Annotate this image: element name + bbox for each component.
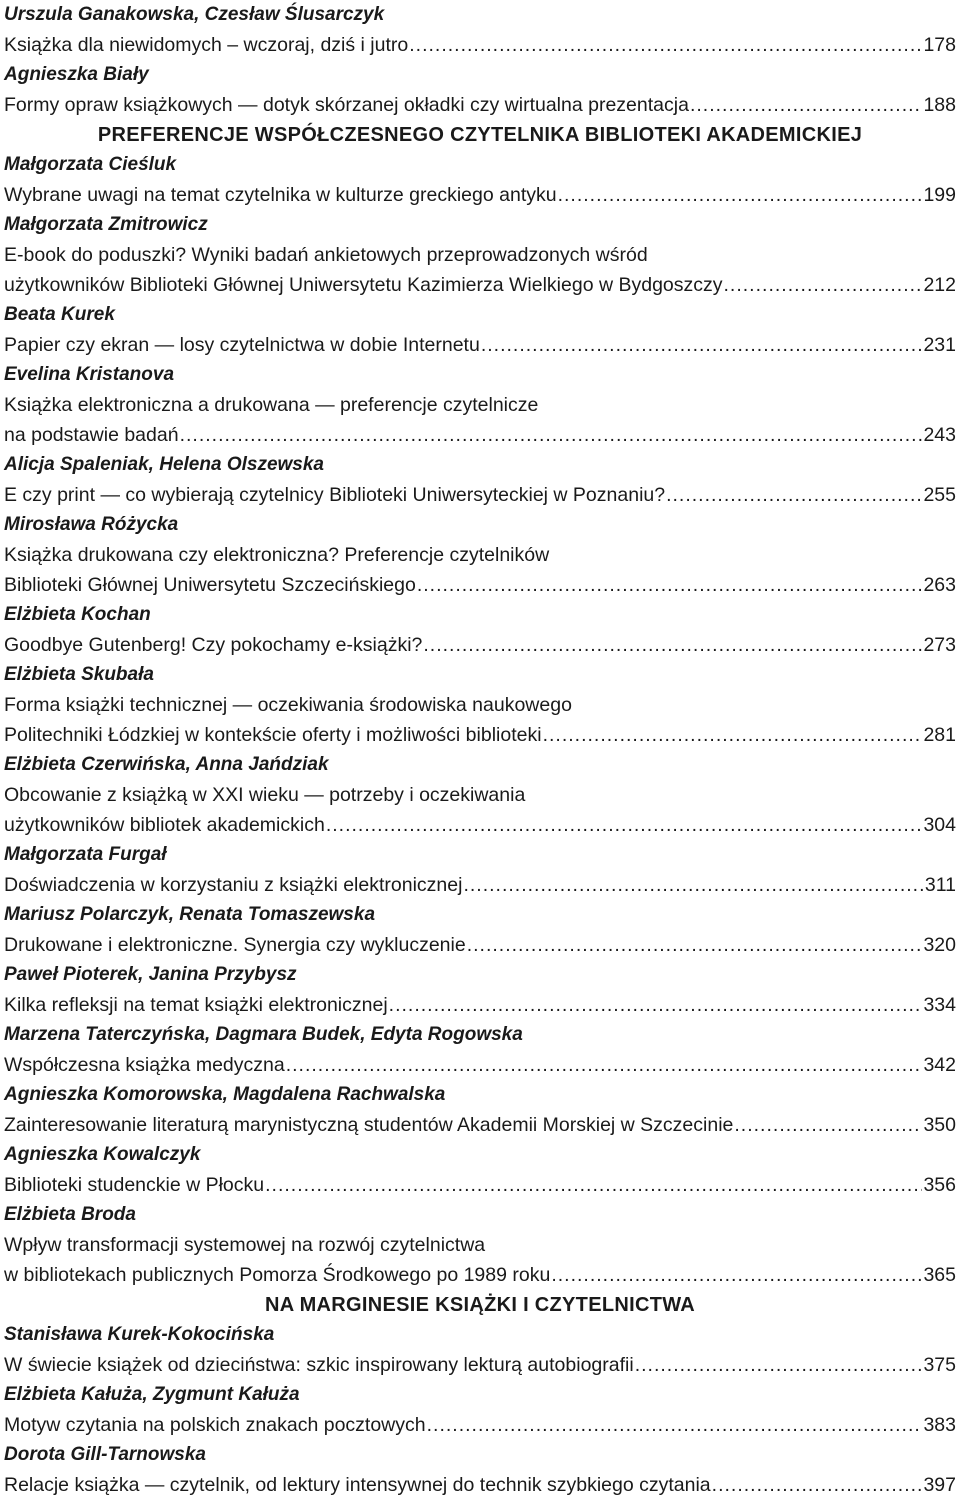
toc-entry [4,210,956,300]
entry-title-line: E czy print — co wybierają czytelnicy Biblioteki Uniwersyteckiej w Poznaniu? [4,484,666,506]
dot-leader [467,930,923,960]
toc-entry [4,1200,956,1290]
entry-authors: Mariusz Polarczyk, Renata Tomaszewska [4,904,376,925]
dot-leader [423,630,922,660]
toc-entry [4,1080,956,1140]
page-number: 281 [923,724,956,746]
entry-authors: Elżbieta Kochan [4,604,151,625]
dot-leader [326,810,923,840]
page-number: 342 [923,1054,956,1076]
toc-entry [4,150,956,210]
page-number: 365 [923,1264,956,1286]
page-number: 243 [923,424,956,446]
page-number: 255 [923,484,956,506]
entry-title-line: Papier czy ekran — losy czytelnictwa w dobie Internetu [4,334,480,356]
entry-authors: Dorota Gill-Tarnowska [4,1444,206,1465]
dot-leader [712,1470,923,1500]
dot-leader [734,1110,922,1140]
page-number: 304 [923,814,956,836]
page-number: 320 [923,934,956,956]
dot-leader [180,420,923,450]
page-number: 212 [923,274,956,296]
entry-title-row [4,1170,956,1200]
entry-title-row [4,90,956,120]
entry-title-line: Książka drukowana czy elektroniczna? Preferencje czytelników [4,544,550,566]
entry-title-line: Relacje książka — czytelnik, od lektury intensywnej do technik szybkiego czytania [4,1474,711,1496]
entry-title-line: Biblioteki Głównej Uniwersytetu Szczecińskiego [4,574,416,596]
dot-leader [543,720,923,750]
entry-authors: Beata Kurek [4,304,115,325]
page-number: 334 [923,994,956,1016]
dot-leader [417,570,923,600]
toc-entry [4,750,956,840]
entry-title-row [4,870,956,900]
dot-leader [409,30,922,60]
entry-authors: Małgorzata Zmitrowicz [4,214,208,235]
toc-entry [4,1320,956,1380]
toc-entry [4,450,956,510]
entry-title-row [4,570,956,600]
entry-title-line: na podstawie badań [4,424,179,446]
entry-authors: Paweł Pioterek, Janina Przybysz [4,964,297,985]
dot-leader [635,1350,923,1380]
toc-entry [4,510,956,600]
dot-leader [724,270,923,300]
toc-entry [4,900,956,960]
page-number: 231 [923,334,956,356]
entry-title-line: E-book do poduszki? Wyniki badań ankietowych przeprowadzonych wśród [4,244,648,266]
entry-authors: Agnieszka Komorowska, Magdalena Rachwalska [4,1084,446,1105]
entry-title-row [4,1050,956,1080]
entry-title-line: Wybrane uwagi na temat czytelnika w kulturze greckiego antyku [4,184,557,206]
toc-entry [4,1140,956,1200]
entry-title-line: Doświadczenia w korzystaniu z książki elektronicznej [4,874,463,896]
section-heading: NA MARGINESIE KSIĄŻKI I CZYTELNICTWA [264,1294,696,1316]
toc-entry [4,1380,956,1440]
page-number: 375 [923,1354,956,1376]
page-number: 311 [924,874,956,896]
entry-authors: Elżbieta Kałuża, Zygmunt Kałuża [4,1384,300,1405]
entry-title-row [4,720,956,750]
entry-title-row [4,270,956,300]
dot-leader [481,330,923,360]
entry-title-line: Drukowane i elektroniczne. Synergia czy wykluczenie [4,934,466,956]
entry-title-row [4,330,956,360]
entry-title-row [4,990,956,1020]
entry-title-line: Politechniki Łódzkiej w kontekście oferty i możliwości biblioteki [4,724,542,746]
entry-title-row [4,930,956,960]
entry-title-row [4,180,956,210]
toc-entry [4,360,956,450]
entry-title-row [4,480,956,510]
entry-title-line: Forma książki technicznej — oczekiwania środowiska naukowego [4,694,572,716]
entry-authors: Stanisława Kurek-Kokocińska [4,1324,275,1345]
entry-title-line: Goodbye Gutenberg! Czy pokochamy e-książki? [4,634,423,656]
dot-leader [690,90,923,120]
entry-title-line: użytkowników bibliotek akademickich [4,814,325,836]
page-number: 397 [923,1474,956,1496]
dot-leader [265,1170,922,1200]
entry-title-line: Motyw czytania na polskich znakach pocztowych [4,1414,426,1436]
entry-authors: Agnieszka Kowalczyk [4,1144,201,1165]
dot-leader [666,480,922,510]
entry-title-row [4,1110,956,1140]
entry-authors: Elżbieta Skubała [4,664,154,685]
entry-title-line: Książka dla niewidomych – wczoraj, dziś i jutro [4,34,409,56]
page-number: 350 [923,1114,956,1136]
entry-title-row [4,1410,956,1440]
page-number: 188 [923,94,956,116]
entry-title-line: Biblioteki studenckie w Płocku [4,1174,265,1196]
entry-title-line: Kilka refleksji na temat książki elektronicznej [4,994,388,1016]
toc-entry [4,0,956,60]
entry-authors: Urszula Ganakowska, Czesław Ślusarczyk [4,4,385,25]
entry-title-row [4,630,956,660]
entry-authors: Mirosława Różycka [4,514,179,535]
entry-authors: Małgorzata Furgał [4,844,167,865]
toc-entry [4,60,956,120]
dot-leader [389,990,923,1020]
toc-entry [4,660,956,750]
toc-entry [4,600,956,660]
entry-title-line: w bibliotekach publicznych Pomorza Środkowego po 1989 roku [4,1264,551,1286]
entry-title-row [4,1350,956,1380]
entry-title-line: W świecie książek od dzieciństwa: szkic inspirowany lekturą autobiografii [4,1354,634,1376]
page-number: 356 [923,1174,956,1196]
entry-title-row [4,420,956,450]
dot-leader [286,1050,923,1080]
entry-authors: Alicja Spaleniak, Helena Olszewska [4,454,324,475]
entry-title-row [4,1260,956,1290]
section-heading: PREFERENCJE WSPÓŁCZESNEGO CZYTELNIKA BIBLIOTEKI AKADEMICKIEJ [97,124,863,146]
dot-leader [558,180,923,210]
page-number: 199 [923,184,956,206]
entry-authors: Marzena Taterczyńska, Dagmara Budek, Edyta Rogowska [4,1024,523,1045]
dot-leader [551,1260,922,1290]
entry-title-line: Książka elektroniczna a drukowana — preferencje czytelnicze [4,394,539,416]
entry-title-line: Formy opraw książkowych — dotyk skórzanej okładki czy wirtualna prezentacja [4,94,689,116]
entry-authors: Małgorzata Cieśluk [4,154,177,175]
dot-leader [427,1410,923,1440]
page-number: 383 [923,1414,956,1436]
entry-title-row [4,30,956,60]
entry-title-row [4,1470,956,1500]
entry-title-line: Wpływ transformacji systemowej na rozwój czytelnictwa [4,1234,486,1256]
toc-entry [4,300,956,360]
entry-title-line: Zainteresowanie literaturą marynistyczną studentów Akademii Morskiej w Szczecinie [4,1114,734,1136]
entry-authors: Evelina Kristanova [4,364,175,385]
toc-entry [4,960,956,1020]
dot-leader [463,870,923,900]
toc-entry [4,1440,956,1500]
entry-authors: Agnieszka Biały [4,64,149,85]
toc-entry [4,1020,956,1080]
page-number: 178 [923,34,956,56]
entry-title-line: Współczesna książka medyczna [4,1054,285,1076]
entry-authors: Elżbieta Broda [4,1204,136,1225]
toc-entry [4,840,956,900]
entry-title-line: użytkowników Biblioteki Głównej Uniwersytetu Kazimierza Wielkiego w Bydgoszczy [4,274,723,296]
entry-authors: Elżbieta Czerwińska, Anna Jańdziak [4,754,329,775]
entry-title-line: Obcowanie z książką w XXI wieku — potrzeby i oczekiwania [4,784,526,806]
page-number: 273 [923,634,956,656]
entry-title-row [4,810,956,840]
page-number: 263 [923,574,956,596]
